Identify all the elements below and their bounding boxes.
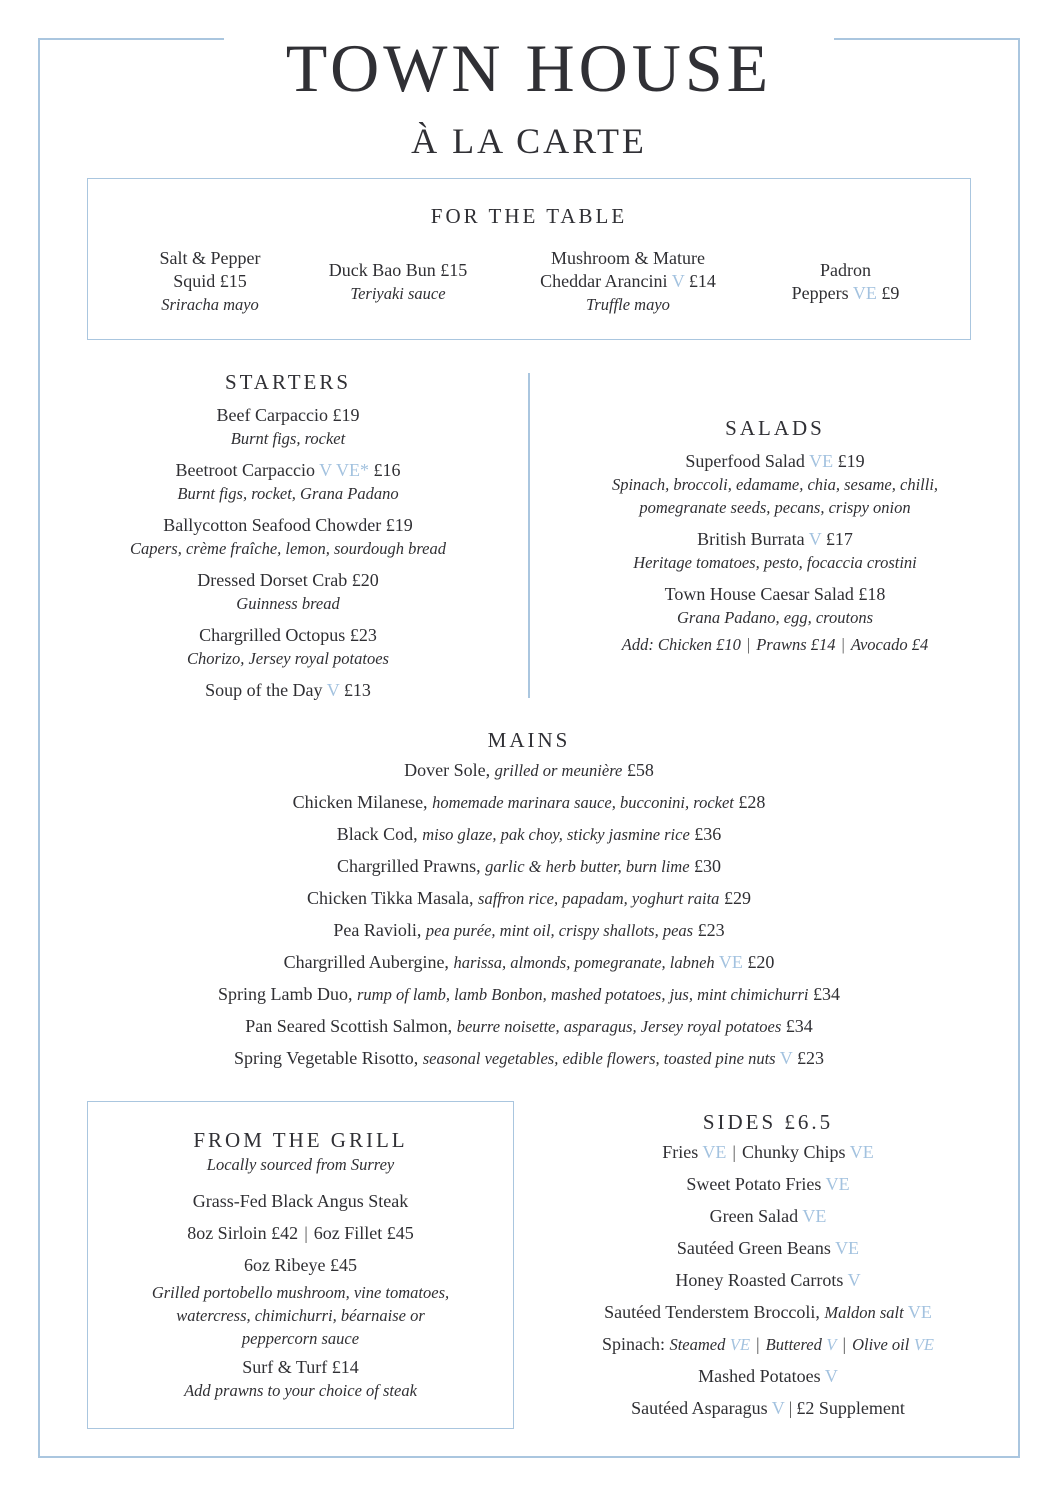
item-name: Chargrilled Aubergine, — [283, 952, 454, 972]
table-item-squid — [118, 247, 302, 316]
for-the-table-box — [87, 178, 971, 340]
item-name: Ballycotton Seafood Chowder £19 — [163, 515, 413, 535]
addon-avocado: Avocado £4 — [850, 635, 929, 654]
separator: | — [756, 1334, 760, 1354]
grill-sirloin: 8oz Sirloin £42 — [187, 1223, 299, 1243]
side-name: Mashed Potatoes — [698, 1366, 821, 1386]
side-name: Sautéed Tenderstem Broccoli, — [604, 1302, 825, 1322]
item-price: £13 — [339, 680, 371, 700]
separator: | — [746, 635, 751, 654]
separator: | — [788, 1398, 793, 1418]
side-name: Fries — [662, 1142, 699, 1162]
separator: | — [732, 1142, 737, 1162]
item-desc: homemade marinara sauce, bucconini, rocket — [432, 793, 734, 812]
dietary-tag: V — [808, 529, 822, 549]
starters-section — [88, 370, 488, 702]
grill-cuts — [88, 1217, 513, 1249]
item-name: Soup of the Day — [205, 680, 327, 700]
table-item-padron — [768, 259, 923, 305]
item-name: Peppers — [791, 283, 853, 303]
side-name: Green Salad — [709, 1206, 799, 1226]
item-desc: Heritage tomatoes, pesto, focaccia crostini — [633, 553, 917, 572]
grill-ribeye: 6oz Ribeye £45 — [244, 1255, 357, 1275]
dietary-tag: V — [326, 680, 340, 700]
item-name: Chargrilled Prawns, — [336, 856, 486, 876]
side-item — [540, 1136, 996, 1168]
table-item-arancini — [508, 247, 748, 316]
page-border-right — [1018, 38, 1020, 1458]
item-desc: Truffle mayo — [586, 295, 670, 314]
main-item — [40, 978, 1018, 1010]
dietary-tag: VE — [702, 1142, 727, 1162]
item-name: Town House Caesar Salad £18 — [664, 584, 886, 604]
item-desc: Grana Padano, egg, croutons — [676, 608, 873, 627]
item-name: Dressed Dorset Crab £20 — [197, 570, 379, 590]
item-desc: harissa, almonds, pomegranate, labneh — [453, 953, 715, 972]
item-price: £34 — [781, 1016, 813, 1036]
item-price: £23 — [792, 1048, 824, 1068]
mains-title: MAINS — [487, 728, 571, 752]
side-supplement: £2 Supplement — [796, 1398, 905, 1418]
dietary-tag: V — [775, 1048, 793, 1068]
item-desc: pomegranate seeds, pecans, crispy onion — [639, 498, 911, 517]
main-item — [40, 850, 1018, 882]
addon-prawns: Prawns £14 — [756, 635, 836, 654]
side-name: Chunky Chips — [742, 1142, 846, 1162]
dietary-tag: VE — [907, 1302, 932, 1322]
item-desc: Chorizo, Jersey royal potatoes — [187, 649, 389, 668]
sides-section — [540, 1110, 996, 1424]
dietary-tag: VE — [714, 952, 743, 972]
main-item — [40, 914, 1018, 946]
dietary-tag: VE — [849, 1142, 874, 1162]
item-desc: Burnt figs, rocket — [230, 429, 346, 448]
grill-desc: peppercorn sauce — [241, 1329, 360, 1348]
separator: | — [842, 1334, 847, 1354]
separator: | — [304, 1223, 308, 1243]
side-item — [540, 1200, 996, 1232]
main-item — [40, 946, 1018, 978]
item-desc: Capers, crème fraîche, lemon, sourdough bread — [130, 539, 446, 558]
side-name: Sautéed Green Beans — [676, 1238, 831, 1258]
starter-item — [88, 679, 488, 702]
item-desc: rump of lamb, lamb Bonbon, mashed potatoes, jus, mint chimichurri — [357, 985, 809, 1004]
for-the-table-title: FOR THE TABLE — [430, 204, 628, 228]
dietary-tag: VE — [825, 1174, 850, 1194]
item-price: £9 — [876, 283, 900, 303]
dietary-tag: V — [671, 271, 685, 291]
item-name: Pea Ravioli, — [333, 920, 426, 940]
grill-surf-desc: Add prawns to your choice of steak — [184, 1381, 417, 1400]
salads-section — [560, 416, 990, 656]
sides-title: SIDES £6.5 — [702, 1110, 834, 1134]
dietary-tag: V — [847, 1270, 861, 1290]
item-price: £58 — [622, 760, 654, 780]
item-name: Spring Vegetable Risotto, — [234, 1048, 423, 1068]
item-name: Dover Sole, — [404, 760, 495, 780]
item-name: Spring Lamb Duo, — [218, 984, 358, 1004]
grill-subtitle: Locally sourced from Surrey — [206, 1155, 395, 1174]
mains-section — [40, 728, 1018, 1074]
addon-chicken: Add: Chicken £10 — [621, 635, 741, 654]
item-price: £29 — [719, 888, 751, 908]
item-price: Squid £15 — [173, 271, 247, 291]
item-name: Beef Carpaccio £19 — [216, 405, 360, 425]
main-item — [40, 754, 1018, 786]
menu-subtitle: À LA CARTE — [411, 121, 647, 161]
item-name: British Burrata — [697, 529, 809, 549]
dietary-tag: VE — [835, 1238, 860, 1258]
side-option: Steamed — [669, 1335, 726, 1354]
dietary-tag: V VE* — [319, 460, 369, 480]
starter-item — [88, 459, 488, 505]
side-item — [540, 1168, 996, 1200]
dietary-tag: VE — [913, 1335, 935, 1354]
grill-surf-turf: Surf & Turf £14 — [242, 1357, 359, 1377]
table-item-bao — [303, 259, 493, 305]
item-name: Duck Bao Bun £15 — [328, 260, 468, 280]
side-item — [540, 1232, 996, 1264]
side-item — [540, 1392, 996, 1424]
item-price: £23 — [693, 920, 725, 940]
dietary-tag: VE — [729, 1335, 751, 1354]
grill-desc: Grilled portobello mushroom, vine tomatoes, — [151, 1283, 450, 1302]
side-name: Sautéed Asparagus — [631, 1398, 768, 1418]
grill-fillet: 6oz Fillet £45 — [313, 1223, 414, 1243]
item-desc: beurre noisette, asparagus, Jersey royal potatoes — [456, 1017, 782, 1036]
salad-add-ons — [560, 633, 990, 656]
salad-item — [560, 450, 990, 519]
side-name: Spinach: — [601, 1334, 670, 1354]
item-name: Pan Seared Scottish Salmon, — [245, 1016, 457, 1036]
item-name: Mushroom & Mature — [551, 248, 705, 268]
main-item — [40, 786, 1018, 818]
side-item — [540, 1264, 996, 1296]
side-name: Honey Roasted Carrots — [675, 1270, 844, 1290]
item-name: Superfood Salad — [685, 451, 810, 471]
item-desc: Spinach, broccoli, edamame, chia, sesame, chilli, — [611, 475, 939, 494]
brand-title: TOWN HOUSE — [285, 30, 773, 106]
side-item — [540, 1328, 996, 1360]
item-name: Black Cod, — [336, 824, 423, 844]
item-price: £34 — [808, 984, 840, 1004]
item-price: £20 — [742, 952, 775, 972]
item-desc: garlic & herb butter, burn lime — [485, 857, 690, 876]
item-price: £14 — [684, 271, 716, 291]
item-desc: Teriyaki sauce — [350, 284, 446, 303]
dietary-tag: VE — [802, 1206, 827, 1226]
side-option: Buttered — [765, 1335, 822, 1354]
starter-item — [88, 569, 488, 615]
item-name: Chicken Milanese, — [292, 792, 433, 812]
item-desc: grilled or meunière — [494, 761, 623, 780]
item-price: £17 — [821, 529, 853, 549]
side-item — [540, 1360, 996, 1392]
dietary-tag: VE — [809, 451, 834, 471]
item-price: £16 — [368, 460, 401, 480]
item-name: Cheddar Arancini — [540, 271, 672, 291]
dietary-tag: V — [771, 1398, 785, 1418]
dietary-tag: VE — [852, 283, 877, 303]
item-desc: miso glaze, pak choy, sticky jasmine rice — [422, 825, 690, 844]
main-item — [40, 818, 1018, 850]
separator: | — [841, 635, 845, 654]
starters-title: STARTERS — [224, 370, 352, 394]
side-desc: Maldon salt — [824, 1303, 904, 1322]
item-price: £19 — [833, 451, 865, 471]
item-desc: saffron rice, papadam, yoghurt raita — [478, 889, 720, 908]
starter-item — [88, 624, 488, 670]
item-price: £36 — [689, 824, 722, 844]
main-item — [40, 882, 1018, 914]
salads-title: SALADS — [725, 416, 825, 440]
item-desc: Sriracha mayo — [161, 295, 259, 314]
item-desc: Burnt figs, rocket, Grana Padano — [177, 484, 399, 503]
salad-item — [560, 528, 990, 574]
grill-steak-name: Grass-Fed Black Angus Steak — [192, 1191, 409, 1211]
item-name: Chicken Tikka Masala, — [307, 888, 479, 908]
side-name: Sweet Potato Fries — [686, 1174, 822, 1194]
dietary-tag: V — [824, 1366, 838, 1386]
from-the-grill-box — [87, 1101, 514, 1429]
item-name: Salt & Pepper — [159, 248, 261, 268]
dietary-tag: V — [826, 1335, 837, 1354]
page-border-bottom — [38, 1456, 1020, 1458]
item-name: Padron — [820, 260, 871, 280]
grill-desc: watercress, chimichurri, béarnaise or — [176, 1306, 425, 1325]
salad-item — [560, 583, 990, 629]
item-desc: Guinness bread — [236, 594, 340, 613]
side-item — [540, 1296, 996, 1328]
grill-title: FROM THE GRILL — [193, 1128, 408, 1152]
item-name: Beetroot Carpaccio — [175, 460, 320, 480]
starter-item — [88, 514, 488, 560]
starter-item — [88, 404, 488, 450]
column-divider — [528, 373, 530, 698]
item-desc: seasonal vegetables, edible flowers, toasted pine nuts — [422, 1049, 776, 1068]
item-name: Chargrilled Octopus £23 — [199, 625, 377, 645]
main-item — [40, 1042, 1018, 1074]
side-option: Olive oil — [852, 1335, 910, 1354]
item-price: £30 — [689, 856, 722, 876]
item-desc: pea purée, mint oil, crispy shallots, peas — [425, 921, 694, 940]
item-price: £28 — [733, 792, 766, 812]
main-item — [40, 1010, 1018, 1042]
